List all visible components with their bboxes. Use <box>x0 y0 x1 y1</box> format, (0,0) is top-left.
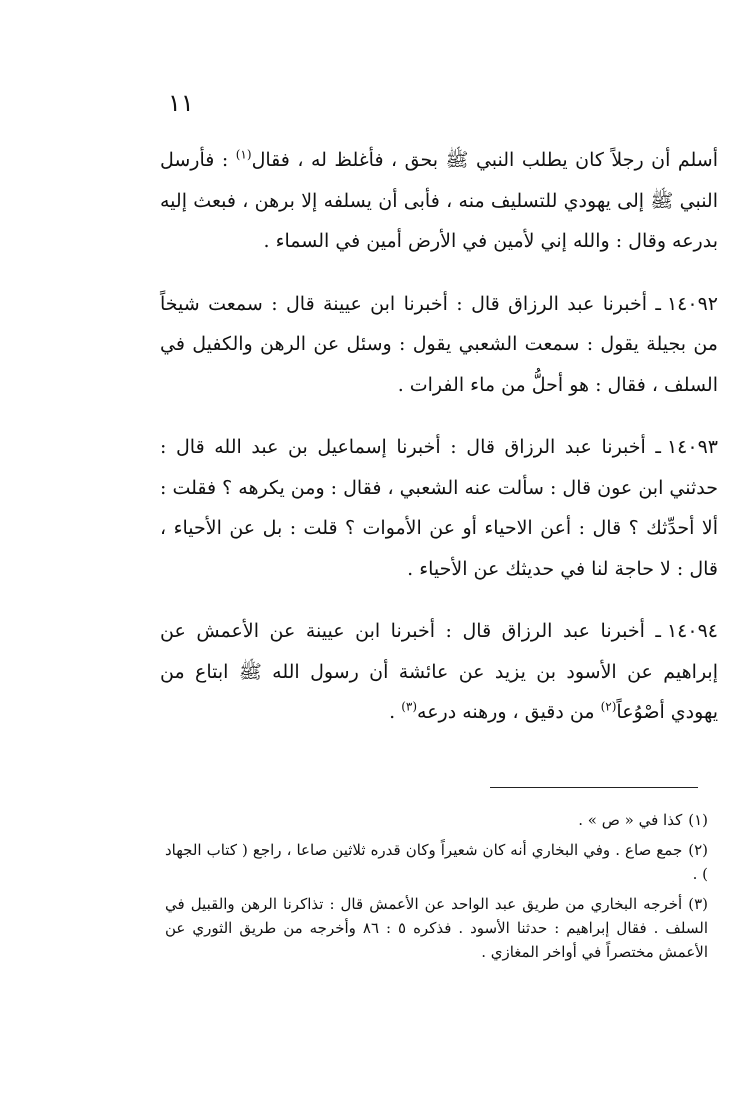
hadith-number: ١٤٠٩٢ <box>666 292 718 315</box>
footnote-number: (٣) <box>688 895 708 913</box>
hadith-paragraph <box>160 284 718 406</box>
footnote <box>165 808 708 832</box>
paragraph-continuation <box>160 140 718 262</box>
footnote-text: جمع صاع . وفي البخاري أنه كان شعيراً وكان قدره ثلاثين صاعا ، راجع ( كتاب الجهاد ) . <box>165 841 708 883</box>
paragraph-text: ـ أخبرنا عبد الرزاق قال : أخبرنا إسماعيل بن عبد الله قال : حدثني ابن عون قال : سألت عنه الشعبي ، فقال : ومن يكرهه ؟ فقلت : ألا أحدِّثك ؟ قال : أعن الاحياء أو عن الأموات ؟ قلت : بل عن الأحياء ، قال : لا حاجة لنا في حديثك عن الأحياء . <box>160 436 718 580</box>
footnote-ref: (١) <box>235 147 252 162</box>
footnotes <box>165 808 708 970</box>
footnote-text: كذا في « ص » . <box>578 811 683 829</box>
footnote-ref: (٢) <box>600 699 617 714</box>
paragraph-text-middle: من دقيق ، ورهنه درعه <box>417 701 601 723</box>
paragraph-text: ـ أخبرنا عبد الرزاق قال : أخبرنا ابن عيينة عن الأعمش عن إبراهيم عن الأسود بن يزيد عن عائشة أن رسول الله ﷺ ابتاع من يهودي أصْوُعاً <box>160 620 718 723</box>
page-number: ١١ <box>168 89 194 117</box>
paragraph-text-tail: : فأرسل النبي ﷺ إلى يهودي للتسليف منه ، فأبى أن يسلفه إلا برهن ، فبعث إليه بدرعه وقال : والله إني لأمين في الأرض أمين في السماء . <box>160 149 718 252</box>
hadith-paragraph <box>160 611 718 733</box>
hadith-paragraph <box>160 427 718 589</box>
paragraph-text: أسلم أن رجلاً كان يطلب النبي ﷺ بحق ، فأغلظ له ، فقال <box>251 149 718 171</box>
hadith-number: ١٤٠٩٤ <box>666 620 718 642</box>
footnote-number: (٢) <box>688 841 708 859</box>
hadith-number: ١٤٠٩٣ <box>666 436 718 458</box>
main-text <box>160 140 718 733</box>
footnote-divider <box>490 787 698 788</box>
footnote-number: (١) <box>688 811 708 829</box>
footnote <box>165 838 708 886</box>
paragraph-text-tail: . <box>389 701 402 723</box>
footnote-ref: (٣) <box>401 699 418 714</box>
paragraph-text: ـ أخبرنا عبد الرزاق قال : أخبرنا ابن عيينة قال : سمعت شيخاً من بجيلة يقول : سمعت الشعبي يقول : وسئل عن الرهن والكفيل في السلف ، فقال : هو أحلُّ من ماء الفرات . <box>160 292 718 396</box>
footnote <box>165 892 708 964</box>
footnote-text: أخرجه البخاري من طريق عبد الواحد عن الأعمش قال : تذاكرنا الرهن والقبيل في السلف . فقال إبراهيم : حدثنا الأسود . فذكره ٥ : ٨٦ وأخرجه من طريق الثوري عن الأعمش مختصراً في أواخر المغازي . <box>165 895 708 961</box>
